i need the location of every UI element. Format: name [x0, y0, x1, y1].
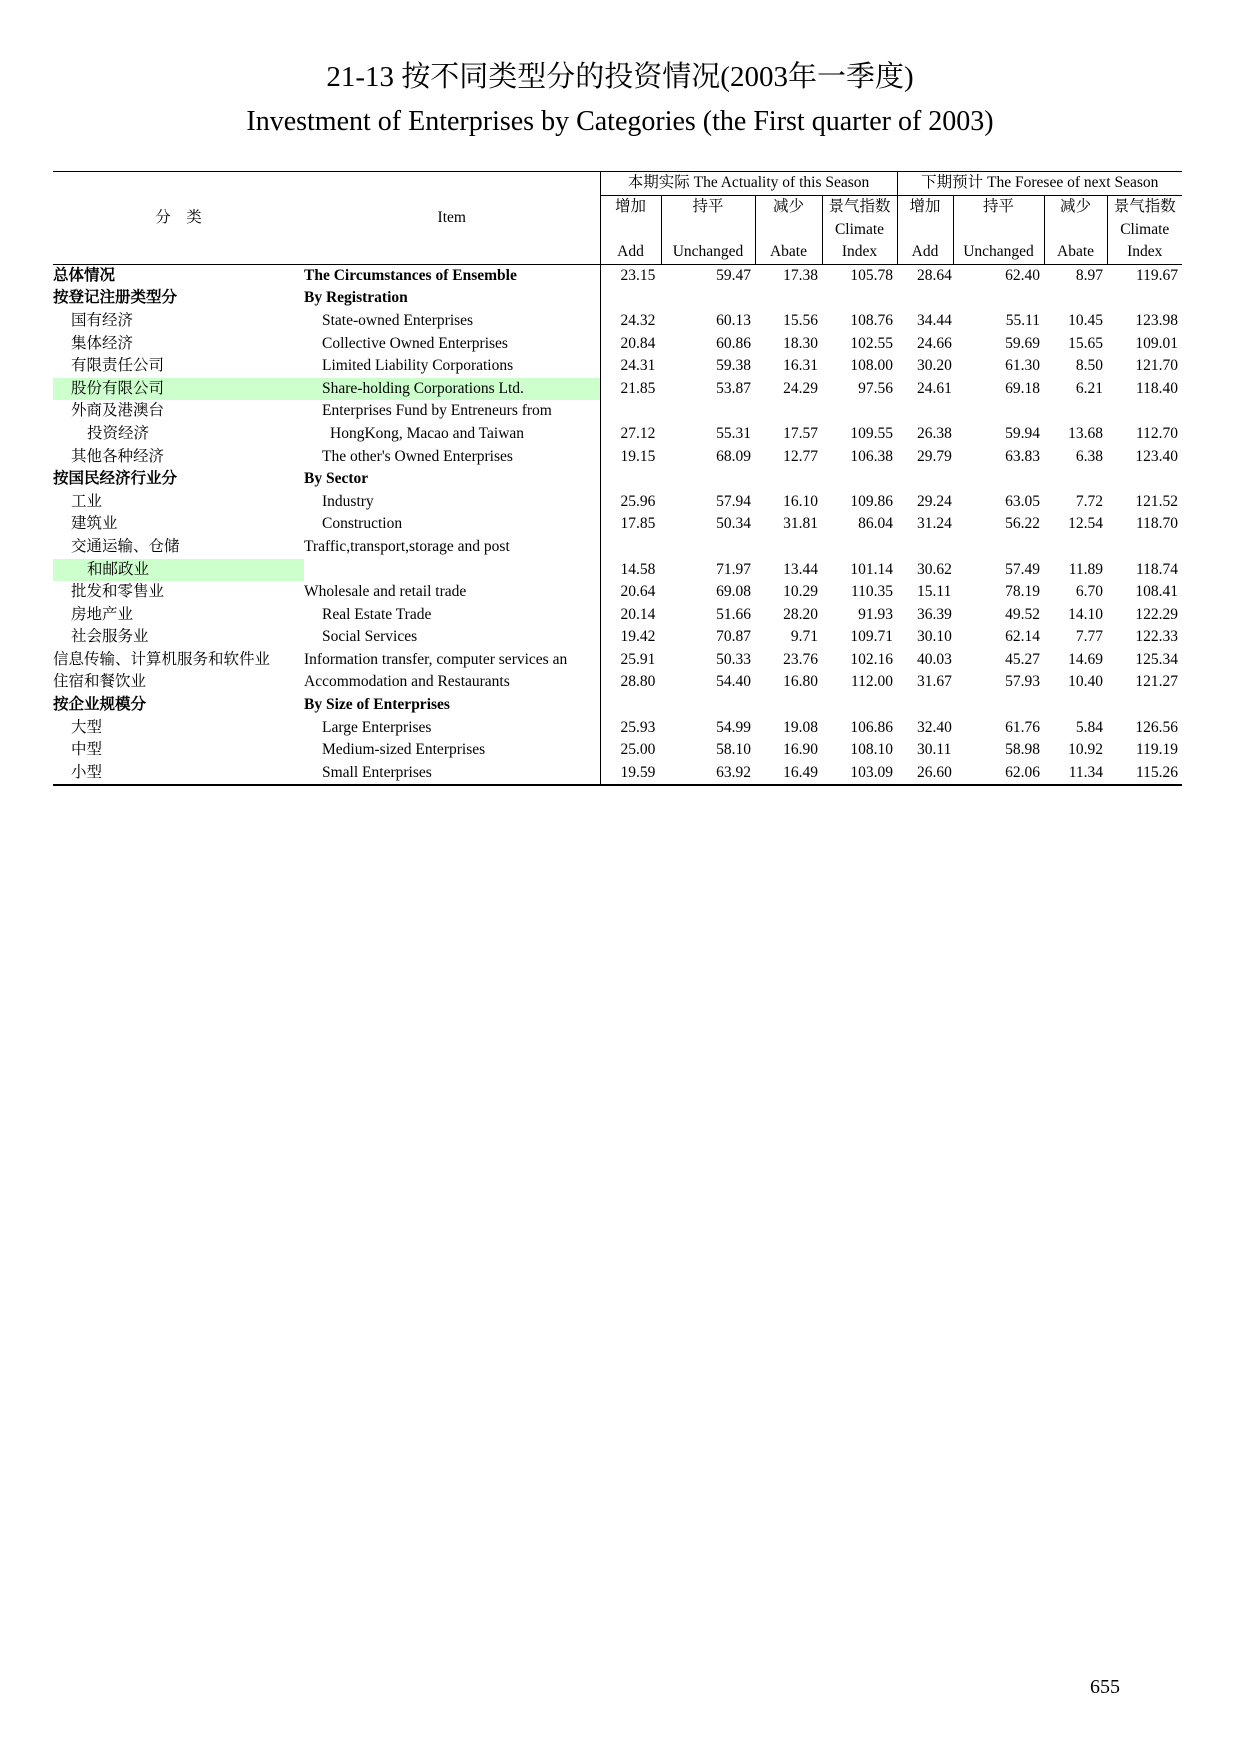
header-sub-en: Index [1107, 241, 1182, 264]
header-sub-climate [600, 219, 661, 242]
item-en: Large Enterprises [322, 718, 432, 736]
category-cn: 房地产业 [71, 605, 134, 623]
header-sub-climate: Climate [1107, 219, 1182, 242]
value-cell: 10.45 [1068, 311, 1104, 329]
header-sub-en: Unchanged [953, 241, 1044, 264]
item-en: Real Estate Trade [322, 605, 432, 623]
value-cell: 20.14 [600, 604, 661, 627]
item-en: Limited Liability Corporations [322, 357, 514, 375]
value-cell: 6.70 [1075, 583, 1104, 601]
category-cn: 交通运输、仓储 [71, 537, 180, 555]
value-cell: 97.56 [858, 379, 894, 397]
value-cell [822, 287, 897, 310]
header-sub-en: Add [600, 241, 661, 264]
value-cell: 57.93 [1005, 673, 1041, 691]
value-cell: 54.40 [716, 673, 751, 691]
header-sub-cn: 景气指数 [822, 195, 897, 219]
value-cell [600, 468, 661, 491]
value-cell: 101.14 [850, 560, 894, 578]
category-cn: 集体经济 [71, 334, 134, 352]
header-sub-climate: Climate [822, 219, 897, 242]
value-cell: 19.15 [600, 446, 661, 469]
category-cn: 工业 [71, 492, 103, 510]
value-cell: 106.86 [850, 718, 894, 736]
item-en: Enterprises Fund by Entreneurs from [322, 402, 552, 420]
category-cn: 大型 [71, 718, 103, 736]
item-en: The Circumstances of Ensemble [304, 266, 517, 284]
item-en: The other's Owned Enterprises [322, 447, 513, 465]
value-cell: 5.84 [1075, 718, 1104, 736]
value-cell: 51.66 [716, 605, 751, 623]
item-en: Small Enterprises [304, 762, 600, 786]
value-cell: 11.89 [1068, 560, 1104, 578]
value-cell: 16.80 [783, 673, 818, 691]
value-cell: 68.09 [716, 447, 751, 465]
value-cell: 21.85 [600, 378, 661, 401]
header-sub-cn: 减少 [755, 195, 822, 219]
value-cell: 109.01 [1135, 334, 1179, 352]
header-sub-en: Add [897, 241, 953, 264]
value-cell: 26.38 [917, 424, 952, 442]
value-cell [755, 536, 822, 559]
value-cell: 121.27 [1135, 673, 1179, 691]
table-row [53, 717, 1182, 740]
header-item: Item [304, 172, 600, 265]
category-cn: 其他各种经济 [71, 447, 165, 465]
value-cell: 125.34 [1135, 650, 1179, 668]
value-cell: 8.97 [1075, 266, 1104, 284]
value-cell [953, 694, 1044, 717]
value-cell: 13.68 [1068, 424, 1104, 442]
value-cell: 60.13 [716, 311, 751, 329]
table-row [53, 287, 1182, 310]
value-cell: 50.34 [716, 515, 751, 533]
value-cell: 24.31 [600, 355, 661, 378]
item-en: By Sector [304, 470, 369, 488]
value-cell: 10.29 [783, 583, 818, 601]
category-cn: 按登记注册类型分 [53, 289, 178, 307]
item-en [304, 559, 600, 582]
item-en: Information transfer, computer services an [304, 650, 568, 668]
value-cell: 18.30 [783, 334, 818, 352]
value-cell: 59.94 [1005, 424, 1041, 442]
value-cell: 36.39 [917, 605, 952, 623]
value-cell [600, 400, 661, 423]
value-cell: 30.11 [917, 741, 952, 759]
value-cell: 16.10 [783, 492, 818, 510]
value-cell: 32.40 [917, 718, 952, 736]
title-english: Investment of Enterprises by Categories (the First quarter of 2003) [246, 106, 994, 137]
value-cell: 71.97 [716, 560, 751, 578]
value-cell [1044, 468, 1107, 491]
header-sub-climate [1044, 219, 1107, 242]
table-row [53, 626, 1182, 649]
value-cell: 63.92 [661, 762, 755, 786]
table-row [53, 468, 1182, 491]
item-en: Share-holding Corporations Ltd. [304, 378, 600, 401]
value-cell: 28.64 [917, 266, 952, 284]
value-cell: 58.98 [1005, 741, 1041, 759]
value-cell: 78.19 [1005, 583, 1041, 601]
value-cell: 10.40 [1068, 673, 1104, 691]
value-cell [755, 287, 822, 310]
item-en: By Size of Enterprises [304, 696, 450, 714]
value-cell: 24.66 [917, 334, 952, 352]
value-cell [1044, 287, 1107, 310]
value-cell [953, 536, 1044, 559]
header-sub-en: Unchanged [661, 241, 755, 264]
value-cell: 121.52 [1135, 492, 1179, 510]
value-cell: 61.30 [1005, 357, 1041, 375]
value-cell: 70.87 [716, 628, 751, 646]
table-row [53, 491, 1182, 514]
value-cell: 57.94 [716, 492, 751, 510]
value-cell: 10.92 [1068, 741, 1104, 759]
value-cell: 29.24 [917, 492, 952, 510]
value-cell: 6.38 [1075, 447, 1104, 465]
value-cell: 123.40 [1135, 447, 1179, 465]
value-cell: 30.10 [917, 628, 952, 646]
value-cell: 126.56 [1135, 718, 1179, 736]
header-sub-climate [755, 219, 822, 242]
value-cell [897, 536, 953, 559]
header-actual-group: 本期实际 The Actuality of this Season [600, 172, 897, 196]
value-cell [600, 694, 661, 717]
value-cell: 118.74 [1135, 560, 1179, 578]
value-cell: 11.34 [1044, 762, 1107, 786]
category-cn: 信息传输、计算机服务和软件业 [53, 650, 271, 668]
table-row [53, 400, 1182, 423]
value-cell: 69.08 [716, 583, 751, 601]
investment-table [53, 171, 1182, 786]
value-cell: 102.16 [850, 650, 894, 668]
item-en: By Registration [304, 289, 408, 307]
value-cell: 30.62 [917, 560, 952, 578]
value-cell: 61.76 [1005, 718, 1041, 736]
header-sub-en: Abate [755, 241, 822, 264]
item-en: Accommodation and Restaurants [304, 673, 510, 691]
header-sub-climate [953, 219, 1044, 242]
table-row [53, 694, 1182, 717]
value-cell: 14.10 [1068, 605, 1104, 623]
value-cell: 119.67 [1135, 266, 1179, 284]
category-cn: 外商及港澳台 [71, 402, 165, 420]
value-cell: 7.72 [1075, 492, 1104, 510]
value-cell [661, 400, 755, 423]
value-cell [822, 536, 897, 559]
value-cell: 24.61 [917, 379, 952, 397]
value-cell: 102.55 [850, 334, 894, 352]
category-cn: 有限责任公司 [71, 357, 165, 375]
header-sub-cn: 增加 [600, 195, 661, 219]
table-row [53, 581, 1182, 604]
value-cell: 62.40 [1005, 266, 1041, 284]
value-cell: 122.33 [1135, 628, 1179, 646]
value-cell: 19.08 [783, 718, 818, 736]
table-row [53, 559, 1182, 582]
value-cell: 27.12 [600, 423, 661, 446]
value-cell: 23.76 [783, 650, 818, 668]
value-cell: 28.20 [783, 605, 818, 623]
header-sub-cn: 持平 [953, 195, 1044, 219]
value-cell: 31.24 [917, 515, 952, 533]
value-cell: 109.55 [850, 424, 894, 442]
value-cell: 13.44 [783, 560, 818, 578]
value-cell [953, 400, 1044, 423]
value-cell: 12.77 [783, 447, 818, 465]
value-cell: 105.78 [850, 266, 894, 284]
value-cell: 24.32 [600, 310, 661, 333]
value-cell: 110.35 [850, 583, 894, 601]
category-cn: 中型 [71, 741, 103, 759]
table-row [53, 536, 1182, 559]
value-cell [1044, 536, 1107, 559]
value-cell: 119.19 [1135, 741, 1179, 759]
value-cell: 16.31 [783, 357, 818, 375]
value-cell: 12.54 [1068, 515, 1104, 533]
value-cell: 45.27 [1005, 650, 1041, 668]
value-cell: 30.20 [917, 357, 952, 375]
value-cell: 19.59 [600, 762, 661, 786]
value-cell: 108.10 [850, 741, 894, 759]
header-sub-en: Index [822, 241, 897, 264]
title-chinese: 21-13 按不同类型分的投资情况(2003年一季度) [326, 61, 914, 93]
category-cn: 投资经济 [87, 424, 150, 442]
value-cell [1107, 694, 1182, 717]
table-row [53, 310, 1182, 333]
table-row [53, 378, 1182, 401]
header-sub-cn: 减少 [1044, 195, 1107, 219]
value-cell: 15.11 [917, 583, 952, 601]
header-sub-climate [897, 219, 953, 242]
table-row [53, 513, 1182, 536]
category-cn: 股份有限公司 [53, 378, 304, 401]
value-cell: 24.29 [783, 379, 818, 397]
table-row [53, 333, 1182, 356]
header-category-cn: 分 类 [53, 172, 304, 265]
table-row [53, 762, 1182, 786]
value-cell: 14.69 [1068, 650, 1104, 668]
value-cell: 60.86 [716, 334, 751, 352]
value-cell: 63.05 [1005, 492, 1041, 510]
value-cell [661, 536, 755, 559]
value-cell: 121.70 [1135, 357, 1179, 375]
value-cell: 59.38 [716, 357, 751, 375]
header-foresee-group: 下期预计 The Foresee of next Season [897, 172, 1182, 196]
value-cell: 20.84 [600, 333, 661, 356]
value-cell: 15.56 [783, 311, 818, 329]
category-cn: 社会服务业 [71, 628, 149, 646]
value-cell: 118.70 [1135, 515, 1179, 533]
value-cell: 9.71 [790, 628, 818, 646]
value-cell [822, 400, 897, 423]
header-sub-en: Abate [1044, 241, 1107, 264]
value-cell: 31.81 [783, 515, 818, 533]
value-cell: 55.11 [1005, 311, 1041, 329]
table-row [53, 604, 1182, 627]
value-cell [897, 468, 953, 491]
table-row [53, 739, 1182, 762]
value-cell [1107, 287, 1182, 310]
value-cell [661, 694, 755, 717]
table-row [53, 264, 1182, 287]
value-cell: 19.42 [600, 626, 661, 649]
table-row [53, 423, 1182, 446]
item-en: Industry [322, 492, 374, 510]
value-cell [600, 287, 661, 310]
item-en: Social Services [322, 628, 418, 646]
value-cell: 91.93 [858, 605, 894, 623]
value-cell: 16.49 [755, 762, 822, 786]
value-cell: 23.15 [600, 264, 661, 287]
value-cell: 109.71 [850, 628, 894, 646]
value-cell: 34.44 [917, 311, 952, 329]
category-cn: 批发和零售业 [71, 583, 165, 601]
value-cell: 6.21 [1075, 379, 1104, 397]
value-cell: 25.93 [600, 717, 661, 740]
value-cell [822, 468, 897, 491]
value-cell: 25.91 [600, 649, 661, 672]
value-cell: 69.18 [1005, 379, 1041, 397]
category-cn: 总体情况 [53, 266, 116, 284]
value-cell: 55.31 [716, 424, 751, 442]
value-cell: 108.00 [850, 357, 894, 375]
value-cell: 108.41 [1135, 583, 1179, 601]
value-cell [1107, 468, 1182, 491]
table-row [53, 649, 1182, 672]
value-cell: 59.69 [1005, 334, 1041, 352]
category-cn: 住宿和餐饮业 [53, 673, 147, 691]
value-cell: 53.87 [716, 379, 751, 397]
category-cn: 和邮政业 [53, 559, 304, 582]
category-cn: 国有经济 [71, 311, 134, 329]
value-cell [755, 468, 822, 491]
item-en: State-owned Enterprises [322, 311, 474, 329]
item-en: Medium-sized Enterprises [322, 741, 486, 759]
category-cn: 建筑业 [71, 515, 118, 533]
value-cell: 31.67 [917, 673, 952, 691]
value-cell: 26.60 [897, 762, 953, 786]
value-cell: 14.58 [600, 559, 661, 582]
value-cell: 56.22 [1005, 515, 1041, 533]
value-cell: 8.50 [1075, 357, 1104, 375]
table-row [53, 355, 1182, 378]
category-cn: 按国民经济行业分 [53, 470, 178, 488]
value-cell [953, 287, 1044, 310]
value-cell: 16.90 [783, 741, 818, 759]
value-cell [1044, 400, 1107, 423]
item-en: Traffic,transport,storage and post [304, 537, 510, 555]
value-cell: 62.14 [1005, 628, 1041, 646]
header-sub-cn: 增加 [897, 195, 953, 219]
value-cell [600, 536, 661, 559]
value-cell: 108.76 [850, 311, 894, 329]
page-number: 655 [1090, 1676, 1120, 1698]
value-cell: 20.64 [600, 581, 661, 604]
header-sub-climate [661, 219, 755, 242]
value-cell: 112.00 [850, 673, 894, 691]
value-cell [897, 694, 953, 717]
value-cell [661, 468, 755, 491]
value-cell [822, 694, 897, 717]
value-cell [755, 694, 822, 717]
category-cn: 按企业规模分 [53, 696, 147, 714]
value-cell: 57.49 [1005, 560, 1041, 578]
value-cell: 17.57 [783, 424, 818, 442]
value-cell: 62.06 [953, 762, 1044, 786]
value-cell: 15.65 [1068, 334, 1104, 352]
value-cell: 28.80 [600, 671, 661, 694]
table-row [53, 671, 1182, 694]
item-en: HongKong, Macao and Taiwan [330, 424, 525, 442]
value-cell: 7.77 [1075, 628, 1104, 646]
value-cell: 63.83 [1005, 447, 1041, 465]
value-cell [897, 287, 953, 310]
value-cell: 25.00 [600, 739, 661, 762]
value-cell [897, 400, 953, 423]
value-cell: 115.26 [1107, 762, 1182, 786]
value-cell: 58.10 [716, 741, 751, 759]
value-cell: 25.96 [600, 491, 661, 514]
header-sub-cn: 持平 [661, 195, 755, 219]
value-cell: 123.98 [1135, 311, 1179, 329]
value-cell [953, 468, 1044, 491]
value-cell: 122.29 [1135, 605, 1179, 623]
value-cell [1044, 694, 1107, 717]
value-cell: 106.38 [850, 447, 894, 465]
value-cell: 59.47 [716, 266, 751, 284]
value-cell: 17.38 [783, 266, 818, 284]
value-cell [661, 287, 755, 310]
item-en: Construction [322, 515, 403, 533]
table-row [53, 446, 1182, 469]
item-en: Wholesale and retail trade [304, 583, 467, 601]
value-cell: 17.85 [600, 513, 661, 536]
value-cell [755, 400, 822, 423]
item-en: Collective Owned Enterprises [322, 334, 508, 352]
value-cell: 50.33 [716, 650, 751, 668]
value-cell [1107, 400, 1182, 423]
value-cell: 118.40 [1135, 379, 1179, 397]
value-cell: 49.52 [1005, 605, 1041, 623]
value-cell: 40.03 [917, 650, 952, 668]
value-cell: 29.79 [917, 447, 952, 465]
value-cell: 86.04 [858, 515, 894, 533]
value-cell: 54.99 [716, 718, 751, 736]
value-cell: 112.70 [1135, 424, 1179, 442]
value-cell: 109.86 [850, 492, 894, 510]
value-cell: 103.09 [822, 762, 897, 786]
header-sub-cn: 景气指数 [1107, 195, 1182, 219]
category-cn: 小型 [53, 762, 304, 786]
value-cell [1107, 536, 1182, 559]
